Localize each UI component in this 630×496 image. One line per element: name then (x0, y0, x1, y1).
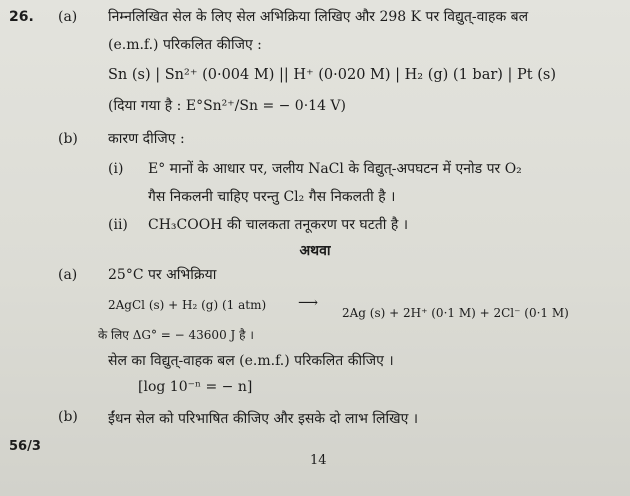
alt-a-emf: सेल का विद्युत्-वाहक बल (e.m.f.) परिकलित कीजिए । (108, 353, 394, 369)
log-hint: [log 10⁻ⁿ = − n] (138, 379, 253, 395)
reaction-right: 2Ag (s) + 2H⁺ (0·1 M) + 2Cl⁻ (0·1 M) (342, 306, 569, 320)
part-b-ii-text: CH₃COOH की चालकता तनूकरण पर घटती है । (148, 217, 409, 233)
paper-code: 56/3 (9, 439, 41, 454)
part-b-intro: कारण दीजिए : (108, 131, 185, 147)
delta-g-text: के लिए ΔG° = − 43600 J है । (98, 328, 254, 342)
alt-a-label: (a) (58, 267, 78, 283)
part-b-label: (b) (58, 131, 78, 147)
alt-b-label: (b) (58, 409, 78, 425)
part-a-line2: (e.m.f.) परिकलित कीजिए : (108, 37, 262, 53)
cell-notation: Sn (s) | Sn²⁺ (0·004 M) || H⁺ (0·020 M) | H₂ (g) (1 bar) | Pt (s) (108, 67, 556, 83)
page-number: 14 (310, 453, 327, 468)
reaction-arrow: ⟶ (298, 295, 319, 311)
part-b-i-line1: E° मानों के आधार पर, जलीय NaCl के विद्युत्-अपघटन में एनोड पर O₂ (148, 161, 522, 177)
question-number: 26. (9, 9, 34, 25)
reaction-left: 2AgCl (s) + H₂ (g) (1 atm) (108, 298, 267, 312)
alt-b-text: ईंधन सेल को परिभाषित कीजिए और इसके दो लाभ लिखिए । (108, 411, 419, 427)
part-b-i-label: (i) (108, 161, 124, 177)
or-divider: अथवा (299, 243, 331, 259)
given-value: (दिया गया है : E°Sn²⁺/Sn = − 0·14 V) (108, 98, 347, 114)
part-a-label: (a) (58, 9, 78, 25)
part-b-ii-label: (ii) (108, 217, 128, 233)
part-a-line1: निम्नलिखित सेल के लिए सेल अभिक्रिया लिखिए और 298 K पर विद्युत्-वाहक बल (108, 9, 529, 25)
part-b-i-line2: गैस निकलनी चाहिए परन्तु Cl₂ गैस निकलती है । (148, 189, 396, 205)
alt-a-line1: 25°C पर अभिक्रिया (108, 267, 217, 283)
